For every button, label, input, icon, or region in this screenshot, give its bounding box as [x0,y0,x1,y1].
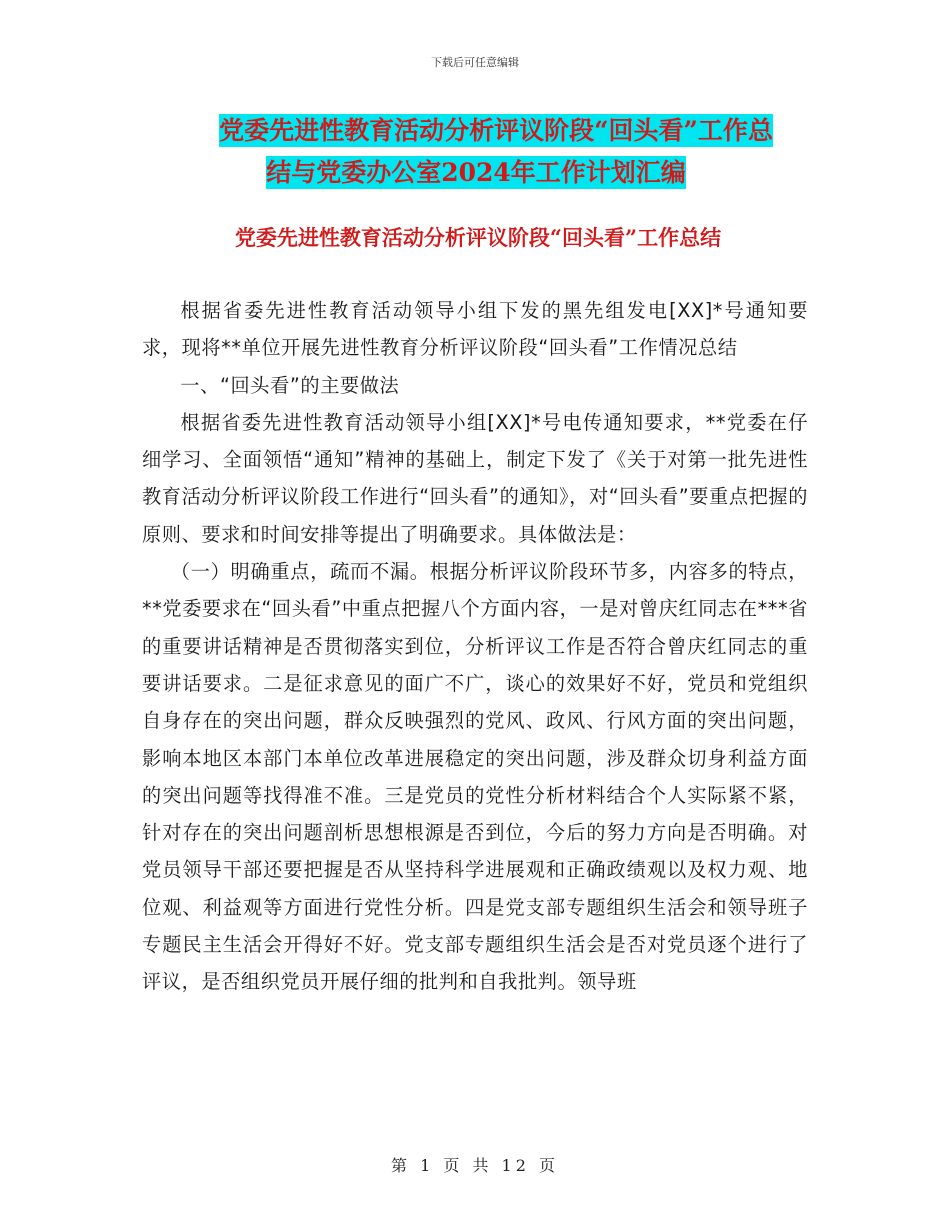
header-note: 下载后可任意编辑 [431,56,519,69]
document-title-line2: 结与党委办公室2024年工作计划汇编 [266,158,686,187]
paragraph-methods: 根据省委先进性教育活动领导小组[XX]*号电传通知要求，**党委在仔细学习、全面领悟“通知”精神的基础上，制定下发了《关于对第一批先进性教育活动分析评议阶段工作进行“回头看”的通知》，对“回头看”要重点把握的原则、要求和时间安排等提出了明确要求。具体做法是： [142,410,808,546]
section-title: 党委先进性教育活动分析评议阶段“回头看”工作总结 [234,225,722,250]
document-title-line1: 党委先进性教育活动分析评议阶段“回头看”工作总 [219,116,773,145]
page-footer: 第 1 页 共 12 页 [391,1156,559,1175]
paragraph-heading-1: 一、“回头看”的主要做法 [180,373,400,397]
paragraph-intro: 根据省委先进性教育活动领导小组下发的黑先组发电[XX]*号通知要求，现将**单位开展先进性教育分析评议阶段“回头看”工作情况总结 [142,299,808,360]
document-title [0,110,950,194]
document-body [142,292,808,1001]
paragraph-point-1: （一）明确重点，疏而不漏。根据分析评议阶段环节多，内容多的特点，**党委要求在“回头看”中重点把握八个方面内容，一是对曾庆红同志在***省的重要讲话精神是否贯彻落实到位，分析评议工作是否符合曾庆红同志的重要讲话要求。二是征求意见的面广不广，谈心的效果好不好，党员和党组织自身存在的突出问题，群众反映强烈的党风、政风、行风方面的突出问题，影响本地区本部门本单位改革进展稳定的突出问题，涉及群众切身利益方面的突出问题等找得准不准。三是党员的党性分析材料结合个人实际紧不紧，针对存在的突出问题剖析思想根源是否到位，今后的努力方向是否明确。对党员领导干部还要把握是否从坚持科学进展观和正确政绩观以及权力观、地位观、利益观等方面进行党性分析。四是党支部专题组织生活会和领导班子专题民主生活会开得好不好。党支部专题组织生活会是否对党员逐个进行了评议，是否组织党员开展仔细的批判和自我批判。领导班 [142,560,808,994]
